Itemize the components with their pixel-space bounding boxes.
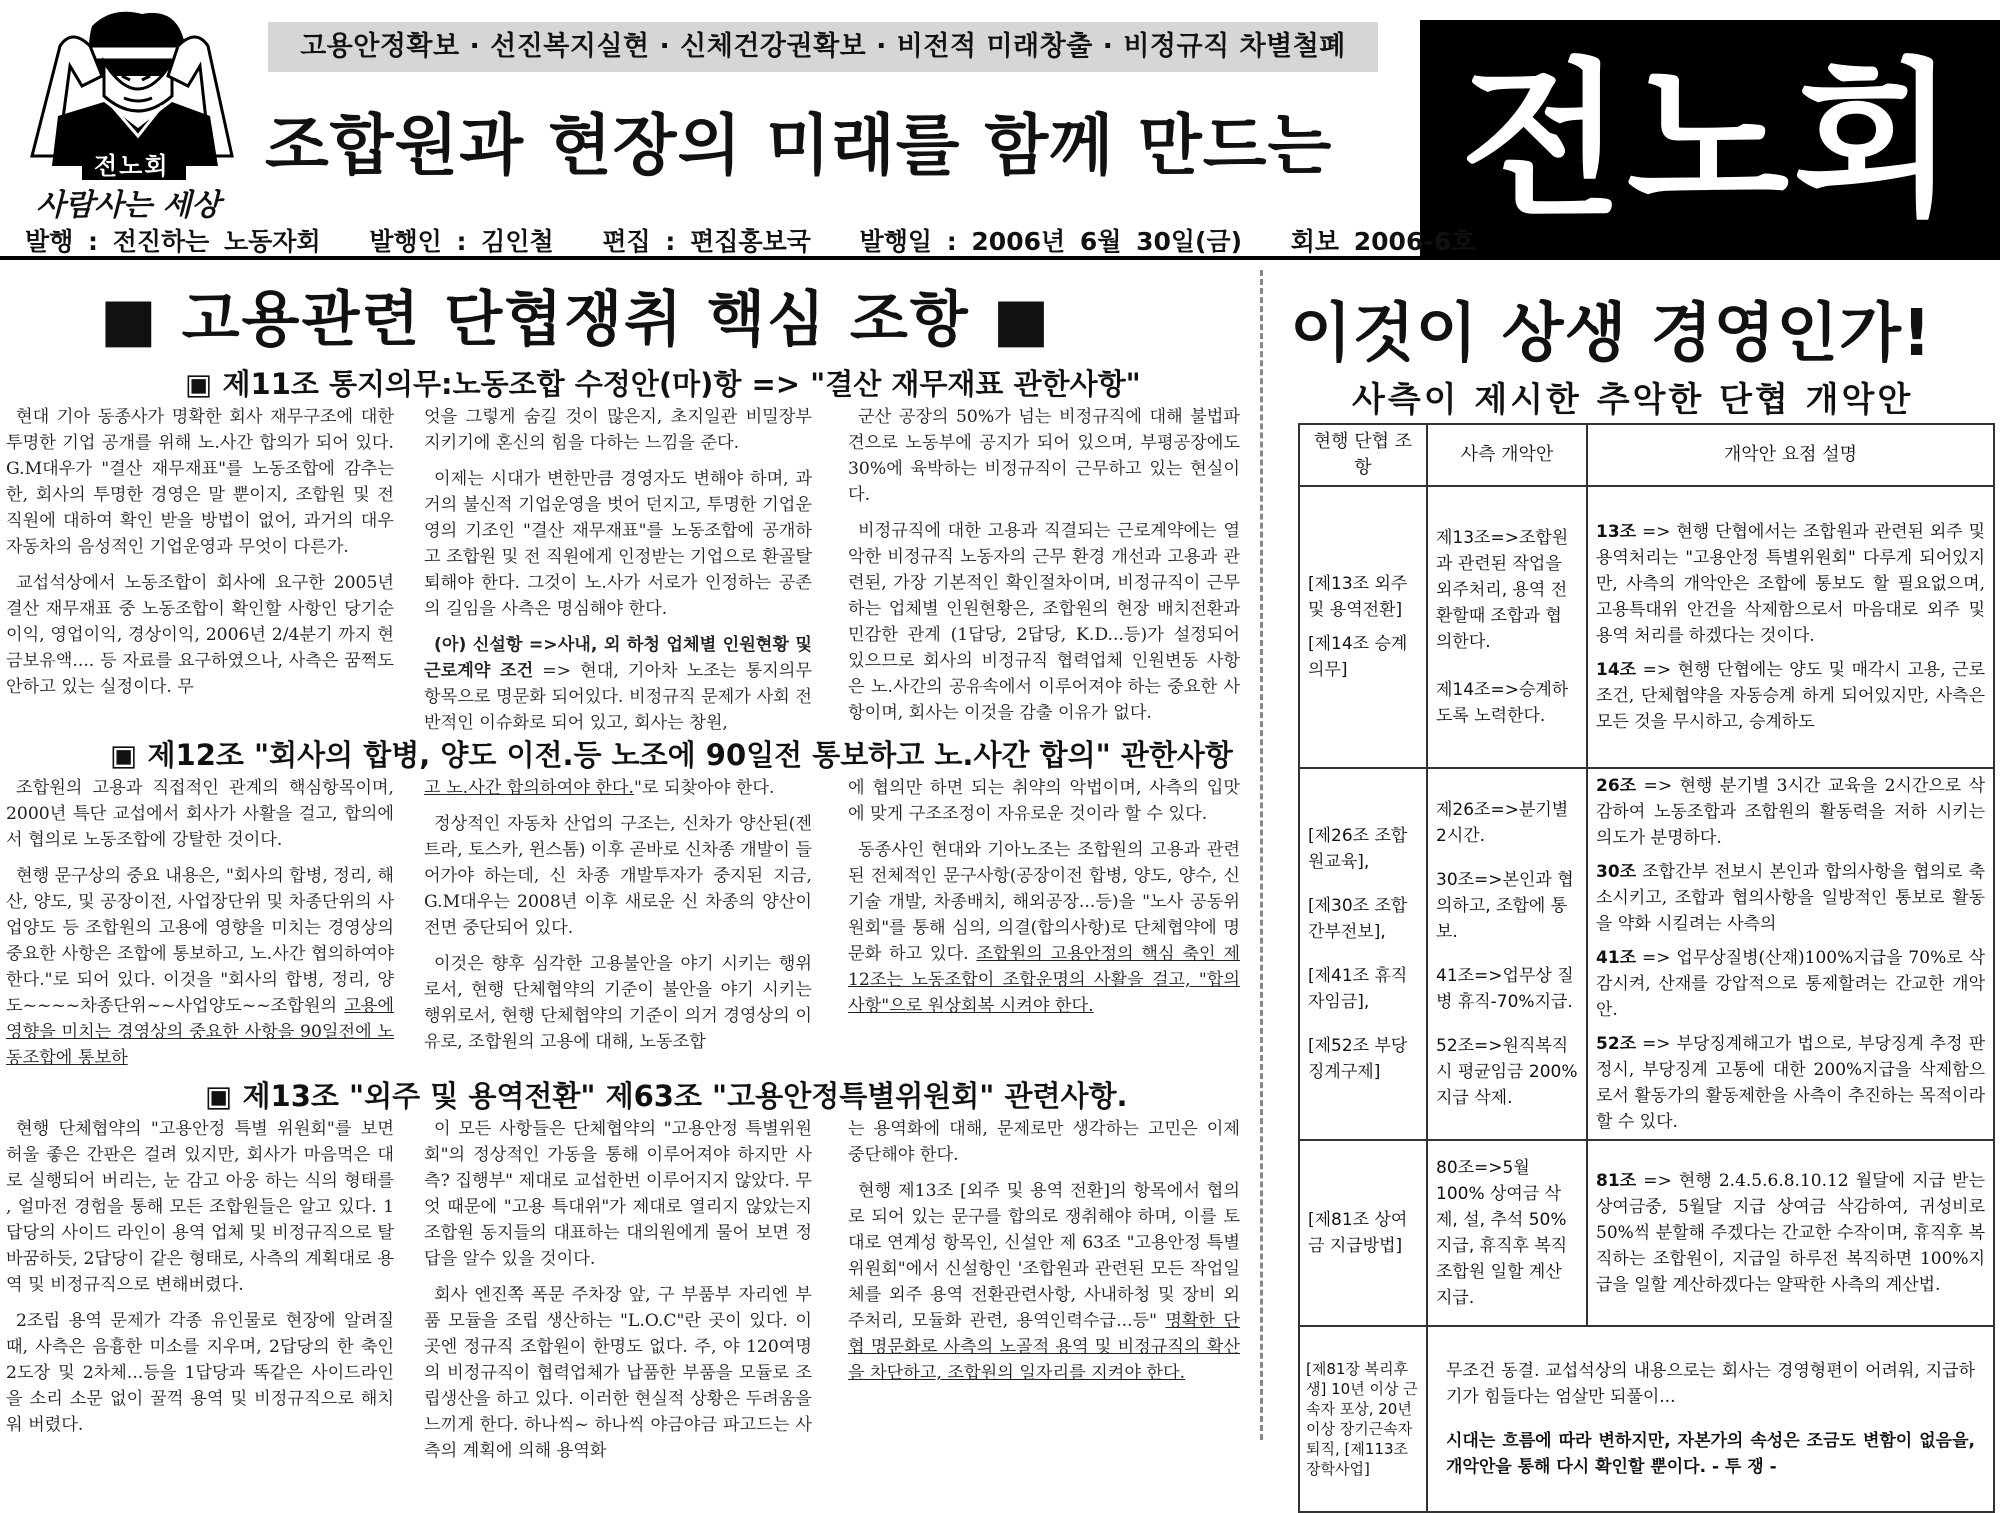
conclusion-bold-text: 시대는 흐름에 따라 변하지만, 자본가의 속성은 조금도 변함이 없음을, 개악안을 통해 다시 확인할 뿐이다. - 투 쟁 - (1446, 1431, 1975, 1477)
conclusion-text: 무조건 동결. 교섭석상의 내용으로는 회사는 경영형편이 어려워, 지급하기가 힘들다는 엄살만 되풀이... (1446, 1361, 1975, 1407)
issuer: 발행인 : 김인철 (369, 227, 554, 256)
table-cell: 13조 => 현행 단협에서는 조합원과 관련된 외주 및 용역처리는 "고용안정 특별위원회" 다루게 되어있지만, 사측의 개악안은 조합에 통보도 할 필요없으며, 고용특대위 안건을 삭제함으로서 마음대로 외주 및 용역 처리를 하겠다는 것이다. 14조 => 현행 단협에는 양도 및 매각시 고용, 근로조건, 단체협약을 자동승계 하게 되어있지만, 사측은 모든 것을 무시하고, 승계하도 (1587, 486, 1994, 768)
table-cell: [제13조 외주 및 용역전환] [제14조 승계의무] (1299, 486, 1427, 768)
column-header: 개악안 요점 설명 (1587, 424, 1994, 486)
column-header: 사측 개악안 (1427, 424, 1587, 486)
table-cell: [제81조 상여금 지급방법] (1299, 1140, 1427, 1326)
section-heading-12: ▣ 제12조 "회사의 합병, 양도 이전.등 노조에 90일전 통보하고 노.사간 합의" 관한사항 (110, 738, 1233, 772)
publisher: 발행 : 전진하는 노동자회 (25, 227, 321, 256)
paragraph: 동종사인 현대와 기아노조는 조합원의 고용과 관련된 전체적인 문구사항(공장이전 합병, 양도, 양수, 신기술 개발, 차종배치, 해외공장...등)을 "노사 공동위원회"를 통해 심의, 의결(합의사항)로 단체협약에 명문화 하고 있다. 조합원의 고용안정의 핵심 축인 제 12조는 노동조합이 조합운명의 사활을 걸고, "합의사항"으로 원상회복 시켜야 한다. (848, 840, 1240, 1016)
paragraph: 현행 제13조 [외주 및 용역 전환]의 항목에서 협의로 되어 있는 문구를 합의로 쟁취해야 하며, 이를 토대로 연계성 항목인, 신설안 제 63조 "고용안정 특별위원회"에서 신설항인 '조합원과 관련된 모든 작업일체를 외주 용역 전환관련사항, 사내하청 및 장비 외주처리, 모듈화 관련, 용역인력수급...등" 명확한 단협 명문화로 사측의 노골적 용역 및 비정규직의 확산을 차단하고, 조합원의 일자리를 지켜야 한다. (848, 1181, 1240, 1383)
s3-column-3 (848, 1116, 1240, 1438)
s3-column-2 (424, 1116, 812, 1461)
section-heading-13: ▣ 제13조 "외주 및 용역전환" 제63조 "고용안정특별위원회" 관련사항. (205, 1079, 1128, 1113)
paragraph: 교섭석상에서 노동조합이 회사에 요구한 2005년 결산 재무재표 중 노동조합이 확인할 사항인 당기순이익, 영업이익, 경상이익, 2006년 2/4분기 까지 현금보유액.... 등 자료를 요구하였으나, 사측은 꿈쩍도 안하고 있는 실정이다. 무 (6, 573, 394, 697)
publish-date: 발행일 : 2006년 6월 30일(금) (859, 227, 1243, 256)
table-cell: 제13조=>조합원과 관련된 작업을 외주처리, 용역 전환할때 조합과 협의한다. 제14조=>승계하도록 노력한다. (1427, 486, 1587, 768)
paragraph: 정상적인 자동차 산업의 구조는, 신차가 양산된(젠트라, 토스카, 윈스톰) 이후 곧바로 신차종 개발이 들어가야 하는데, 신 차종 개발투자가 중지된 지금, G.M대우는 2008년 이후 새로운 신 차종의 양산이 전면 중단되어 있다. (424, 814, 812, 938)
tagline: 조합원과 현장의 미래를 함께 만드는 (265, 107, 1333, 184)
table-cell: 81조 => 현행 2.4.5.6.8.10.12 월달에 지급 받는 상여금중, 5월달 지급 상여금 삭감하여, 귀성비로 50%씩 분할해 주겠다는 간교한 수작이며, 휴직후 복직하는 조합원이, 지급일 하루전 복직하면 100%지급을 일할 계산하겠다는 얄팍한 사측의 계산법. (1587, 1140, 1994, 1326)
logo-text-bottom: 사람사는 세상 (36, 188, 221, 223)
paragraph: 조합원의 고용과 직접적인 관계의 핵심항목이며, 2000년 특단 교섭에서 회사가 사활을 걸고, 합의에서 협의로 노동조합에 강탈한 것이다. (6, 778, 394, 850)
paragraph: 비정규직에 대한 고용과 직결되는 근로계약에는 열악한 비정규직 노동자의 근무 환경 개선과 고용과 관련된, 가장 기본적인 확인절차이며, 비정규직이 근무하는 업체별 인원현황은, 조합원의 현장 배치전환과 민감한 관계 (1답당, 2답당, K.D...등)가 설정되어 있으므로 회사의 비정규직 협력업체 인원변동 사항은 노.사간의 공유속에서 이루어져야 하는 중요한 사항이며, 회사는 이것을 감출 이유가 없다. (848, 521, 1240, 723)
editor: 편집 : 편집홍보국 (602, 227, 811, 256)
s1-column-3 (848, 404, 1240, 723)
paragraph: 에 협의만 하면 되는 취약의 악법이며, 사측의 입맛에 맞게 구조조정이 자유로운 것이라 할 수 있다. (848, 778, 1240, 824)
paragraph: 이제는 시대가 변한만큼 경영자도 변해야 하며, 과거의 불신적 기업운영을 벗어 던지고, 투명한 기업운영의 기조인 "결산 재무재표"를 노동조합에 공개하고 조합원 및 전 직원에게 인정받는 기업으로 환골탈퇴해야 한다. 그것이 노.사가 서로가 인정하는 공존의 길임을 사측은 명심해야 한다. (424, 469, 812, 619)
section-heading-11: ▣ 제11조 통지의무:노동조합 수정안(마)항 => "결산 재무재표 관한사항" (185, 367, 1141, 401)
paragraph: 는 용역화에 대해, 문제로만 생각하는 고민은 이제 중단해야 한다. (848, 1119, 1240, 1165)
table-row (1299, 1140, 1994, 1326)
article-title: ■ 고용관련 단협쟁취 핵심 조항 ■ (100, 285, 1052, 355)
paragraph: 회사 엔진쪽 폭문 주차장 앞, 구 부품부 자리엔 부품 모듈을 조립 생산하는 "L.O.C"란 곳이 있다. 이곳엔 정규직 조합원이 한명도 없다. 주, 야 120여명의 비정규직이 협력업체가 납품한 부품을 모듈로 조립생산을 하고 있다. 이러한 현실적 상황은 두려움을 느끼게 한다. 하나씩~ 하나씩 야금야금 파고드는 사측의 계획에 의해 용역화 (424, 1285, 812, 1461)
paragraph: 현행 단체협약의 "고용안정 특별 위원회"를 보면 허울 좋은 간판은 걸려 있지만, 회사가 마음먹은 대로 실행되어 버리는, 눈 감고 아웅 하는 식의 형태를 , 얼마전 경험을 통해 모든 조합원들은 알고 있다. 1답당의 사이드 라인이 용역 업체 및 비정규직으로 탈바꿈하듯, 2답당이 같은 형태로, 사측의 계획대로 용역 및 비정규직으로 변해버렸다. (6, 1119, 394, 1295)
table-cell: [제81장 복리후생] 10년 이상 근속자 포상, 20년 이상 장기근속자 퇴직, [제113조 장학사업] (1299, 1326, 1427, 1512)
paragraph: 이 모든 사항들은 단체협약의 "고용안정 특별위원회"의 정상적인 가동을 통해 이루어져야 하지만 사측? 집행부" 제대로 교섭한번 이루어지지 않았다. 무엇 때문에 "고용 특대위"가 제대로 열리지 않았는지 조합원 동지들의 대표하는 대의원에게 물어 보면 정답을 알수 있을 것이다. (424, 1119, 812, 1269)
paragraph: 이것은 향후 심각한 고용불안을 야기 시키는 행위로서, 현행 단체협약의 기준이 불안을 야기 시키는 행위로서, 현행 단체협약의 기준이 의거 경영상의 이유로, 조합원의 고용에 대해, 노동조합 (424, 954, 812, 1052)
paragraph: 2조립 용역 문제가 각종 유인물로 현장에 알려질때, 사측은 음흉한 미소를 지우며, 2답당의 한 축인 2도장 및 2차체...등을 1답당과 똑같은 사이드라인을 소리 소문 없이 꿀꺽 용역 및 비정규직으로 해치워 버렸다. (6, 1311, 394, 1435)
table-cell: [제26조 조합원교육], [제30조 조합간부전보], [제41조 휴직자임금], [제52조 부당징계구제] (1299, 768, 1427, 1140)
table-row (1299, 486, 1994, 768)
table-cell (1427, 1326, 1994, 1512)
sidebar-title: 이것이 상생 경영인가! (1290, 297, 1933, 371)
paragraph: 엇을 그렇게 숨길 것이 많은지, 초지일관 비밀장부 지키기에 혼신의 힘을 다하는 느낌을 준다. (424, 407, 812, 453)
header-rule (0, 256, 1420, 260)
logo (12, 6, 252, 223)
masthead-title: 전노회 (1420, 20, 2000, 260)
column-divider (1260, 270, 1263, 1440)
comparison-table (1298, 423, 1995, 1513)
s2-column-1 (6, 775, 395, 1068)
new-clause-label: (아) 신설항 =>사내, 외 하청 업체별 인원현황 및 근로계약 조건 (424, 635, 812, 681)
publication-info (25, 222, 1509, 258)
paragraph: (아) 신설항 =>사내, 외 하청 업체별 인원현황 및 근로계약 조건 => 현대, 기아차 노조는 통지의무 항목으로 명문화 되어있다. 비정규직 문제가 사회 전반적인 이슈화로 되어 있고, 회사는 창원, (424, 635, 812, 733)
paragraph: 현대 기아 동종사가 명확한 회사 재무구조에 대한 투명한 기업 공개를 위해 노.사간 합의가 되어 있다. G.M대우가 "결산 재무재표"를 노동조합에 감추는 한, 회사의 투명한 경영은 말 뿐이지, 조합원 및 전 직원에 대하여 확인 받을 방법이 없어, 과거의 대우자동차의 음성적인 기업운영과 무엇이 다른가. (6, 407, 394, 557)
table-header-row (1299, 424, 1994, 486)
s1-column-1 (6, 404, 394, 720)
s1-column-2 (424, 404, 812, 733)
table-cell: 제26조=>분기별 2시간. 30조=>본인과 협의하고, 조합에 통보. 41조=>업무상 질병 휴직-70%지급. 52조=>원직복직시 평균임금 200%지급 삭제. (1427, 768, 1587, 1140)
sidebar-subtitle: 사측이 제시한 추악한 단협 개악안 (1352, 380, 1914, 420)
paragraph: 군산 공장의 50%가 넘는 비정규직에 대해 불법파견으로 노동부에 공지가 되어 있으며, 부평공장에도 30%에 육박하는 비정규직이 근무하고 있는 현실이다. (848, 407, 1240, 505)
logo-text-top: 전노회 (94, 152, 170, 180)
paragraph: 현행 문구상의 중요 내용은, "회사의 합병, 정리, 해산, 양도, 및 공장이전, 사업장단위 및 차종단위의 사업양도 등 조합원의 고용에 영향을 미치는 경영상의 중요한 사항은 조합에 통보하고, 노.사간 협의하여야 한다."로 되어 있다. 이것을 "회사의 합병, 정리, 양도~~~~차종단위~~사업양도~~조합원의 고용에 영향을 미치는 경영상의 중요한 사항을 90일전에 노동조합에 통보하 (6, 866, 395, 1068)
issue-number: 회보 2006-6호 (1290, 227, 1476, 256)
s2-column-3 (848, 775, 1240, 1059)
s2-column-2 (424, 775, 812, 1059)
slogan-bar: 고용안정확보 · 선진복지실현 · 신체건강권확보 · 비전적 미래창출 · 비정규직 차별철폐 (268, 22, 1378, 72)
table-cell: 80조=>5월 100% 상여금 삭제, 설, 추석 50%지급, 휴직후 복직조합원 일할 계산 지급. (1427, 1140, 1587, 1326)
table-row (1299, 768, 1994, 1140)
paragraph: 고 노.사간 합의하여야 한다."로 되찾아야 한다. (424, 778, 775, 798)
column-header: 현행 단협 조항 (1299, 424, 1427, 486)
table-row (1299, 1326, 1994, 1512)
table-cell: 26조 => 현행 분기별 3시간 교육을 2시간으로 삭감하여 노동조합과 조합원의 활동력을 저하 시키는 의도가 분명하다. 30조 조합간부 전보시 본인과 합의사항을 협의로 축소시키고, 조합과 협의사항을 일방적인 통보로 활동을 약화 시킬려는 사측의 41조 => 업무상질병(산재)100%지급을 70%로 삭감시켜, 산재를 강압적으로 통제할려는 간교한 개악안. 52조 => 부당징계해고가 법으로, 부당징계 추정 판정시, 부당징계 고통에 대한 200%지급을 삭제함으로서 활동가의 활동제한을 사측이 추진하는 목적이라 할 수 있다. (1587, 768, 1994, 1140)
s3-column-1 (6, 1116, 394, 1438)
